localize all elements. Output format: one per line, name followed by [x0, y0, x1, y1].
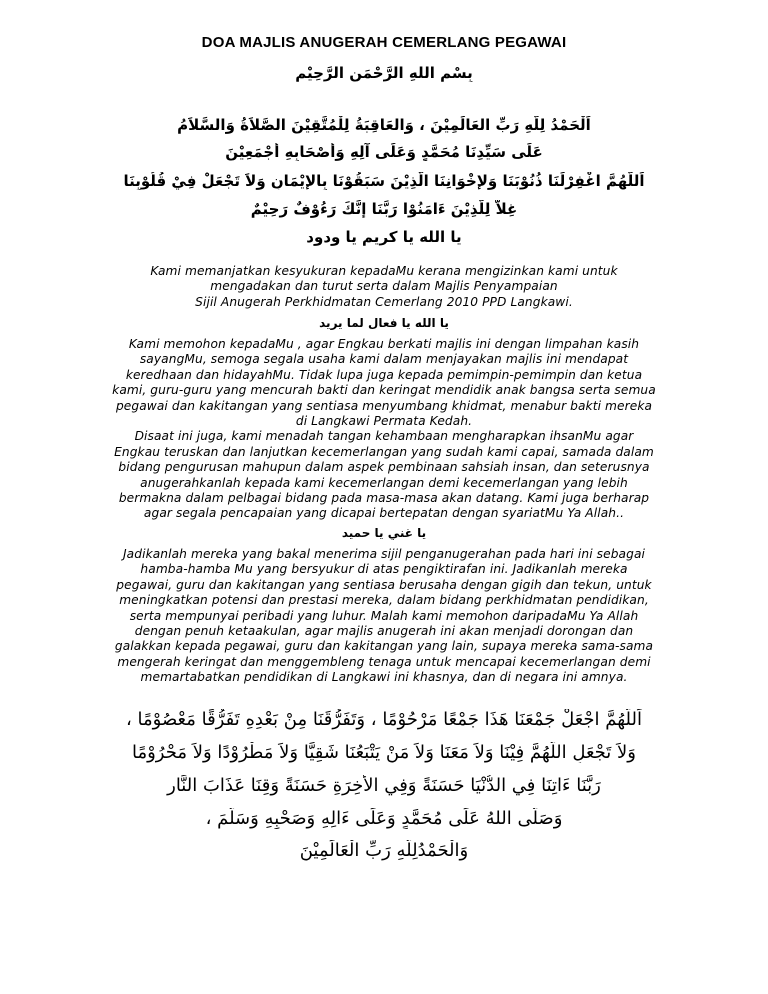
document-title: DOA MAJLIS ANUGERAH CEMERLANG PEGAWAI [201, 34, 567, 51]
paragraph-line: bermakna dalam pelbagai bidang pada masa-masa akan datang. Kami juga berharap [118, 491, 650, 506]
paragraph-line: serta mempunyai peribadi yang luhur. Malah kami memohon daripadaMu Ya Allah [129, 608, 639, 623]
paragraph-line: Jadikanlah mereka yang bakal menerima sijil penganugerahan pada hari ini sebagai [122, 547, 646, 561]
paragraph-line: keredhaan dan hidayahMu. Tidak lupa juga kepada pemimpin-pemimpin dan ketua [125, 367, 643, 382]
paragraph-line: galakkan kepada pegawai, guru dan kakitangan yang lain, supaya mereka sama-sama [114, 639, 654, 654]
paragraph-line: meningkatkan potensi dan prestasi mereka, dalam bidang perkhidmatan pendidikan, [119, 593, 649, 608]
closing-arabic-line: وَصَلَّى اللهُ عَلَى مُحَمَّدٍ وَعَلَى ءَالِهِ وَصَحْبِهِ وَسَلَّمَ ، [205, 808, 563, 829]
paragraph-line: hamba-hamba Mu yang bersyukur di atas pengiktirafan ini. Jadikanlah mereka [140, 562, 628, 577]
basmalah: بِسْمِ اللهِ الرَّحْمَنِ الرَّحِيْمِ [295, 64, 473, 82]
paragraph-line: anugerahkanlah kepada kami kecemerlangan demi kecemerlangan yang lebih [140, 475, 628, 490]
closing-arabic-line: وَلاَ تَجْعَلِ اللَّهُمَّ فِيْنَا وَلاَ مَعَنَا وَلاَ مَنْ يَتْبَعُنَا شَقِيًّا وَلاَ مَطْرُوْدًا وَلاَ مَحْرُوْمًا [131, 742, 636, 763]
paragraph-line: sayangMu, semoga segala usaha kami dalam menjayakan majlis ini mendapat [139, 352, 629, 367]
invocation-1: يا الله يا فعال لما يريد [319, 316, 449, 330]
paragraph-line: Kami memohon kepadaMu , agar Engkau berkati majlis ini dengan limpahan kasih [128, 337, 640, 351]
paragraph-line: mengadakan dan turut serta dalam Majlis Penyampaian [210, 279, 558, 294]
opening-invocation: يا الله يا كريم يا ودود [306, 228, 462, 246]
paragraph-line: pegawai, guru dan kakitangan yang sentiasa berusaha dengan gigih dan tekun, untuk [116, 577, 652, 592]
paragraph-line: Engkau teruskan dan lanjutkan kecemerlangan yang sudah kami capai, samada dalam [114, 444, 654, 459]
paragraph-3 [88, 547, 680, 686]
paragraph-line: kami, guru-guru yang mencurah bakti dan keringat mendidik anak bangsa serta semua [112, 383, 656, 398]
invocation-2: يا غني يا حميد [341, 526, 427, 540]
opening-arabic-line: اَلْحَمْدُ لِلّهِ رَبِّ العَالَمِيْنَ ، وَالعَاقِبَةُ لِلْمُتَّقِيْنَ الصَّلاَةُ وَالسَّلاَمُ [177, 116, 591, 134]
paragraph-line: memartabatkan pendidikan di Langkawi ini khasnya, dan di negara ini amnya. [140, 670, 628, 685]
opening-arabic-line: غِلاًّ لِلَّذِيْنَ ءَامَنُوْا رَبَّنَا إِنَّكَ رَءُوْفٌ رَحِيْمٌ [250, 200, 518, 218]
opening-arabic-line: عَلَى سَيِّدِنَا مُحَمَّدٍ وَعَلَى آلِهِ وَأَصْحَابِهِ أَجْمَعِيْنَ [225, 143, 543, 161]
paragraph-line: pegawai dan kakitangan yang sentiasa menyumbang khidmat, menabur bakti mereka [115, 398, 653, 413]
paragraph-line: Disaat ini juga, kami menadah tangan kehambaan mengharapkan ihsanMu agar [134, 429, 634, 444]
paragraph-line: bidang pengurusan mahupun dalam aspek pembinaan sahsiah insan, dan seterusnya [118, 460, 650, 475]
paragraph-line: dengan penuh ketaakulan, agar majlis anugerah ini akan menjadi dorongan dan [134, 624, 634, 639]
opening-arabic-line: اَللَّهُمَّ اغْفِرْلَنَا ذُنُوْبَنَا وَلإِخْوَانِنَا الَّذِيْنَ سَبَقُوْنَا بِالإِيْمَانِ وَلاَ تَجْعَلْ فِيْ قُلُوْبِنَا [123, 172, 645, 190]
paragraph-line: mengerah keringat dan menggembleng tenaga untuk mencapai kecemerlangan demi [117, 654, 651, 669]
paragraph-line: di Langkawi Permata Kedah. [295, 414, 473, 429]
closing-arabic-line: رَبَّنَا ءَاتِنَا فِي الدُّنْيَا حَسَنَةً وَفِي الأَخِرَةِ حَسَنَةً وَقِنَا عَذَابَ النَّارِ [167, 775, 601, 796]
paragraph-line: Kami memanjatkan kesyukuran kepadaMu kerana mengizinkan kami untuk [150, 264, 618, 278]
closing-arabic-line: اَللَّهُمَّ اجْعَلْ جَمْعَنَا هَذَا جَمْعًا مَرْحُوْمًا ، وَتَفَرُّقَنَا مِنْ بَعْدِهِ تَفَرُّقًا مَعْصُوْمًا ، [125, 709, 642, 730]
paragraph-line: Sijil Anugerah Perkhidmatan Cemerlang 2010 PPD Langkawi. [195, 294, 573, 309]
closing-arabic-line: وَالْحَمْدُلِلَّهِ رَبِّ الْعَالَمِيْنَ [299, 840, 469, 861]
paragraph-1 [88, 264, 680, 310]
paragraph-line: agar segala pencapaian yang dicapai bertepatan dengan syariatMu Ya Allah.. [143, 506, 625, 521]
paragraph-2 [88, 337, 680, 522]
